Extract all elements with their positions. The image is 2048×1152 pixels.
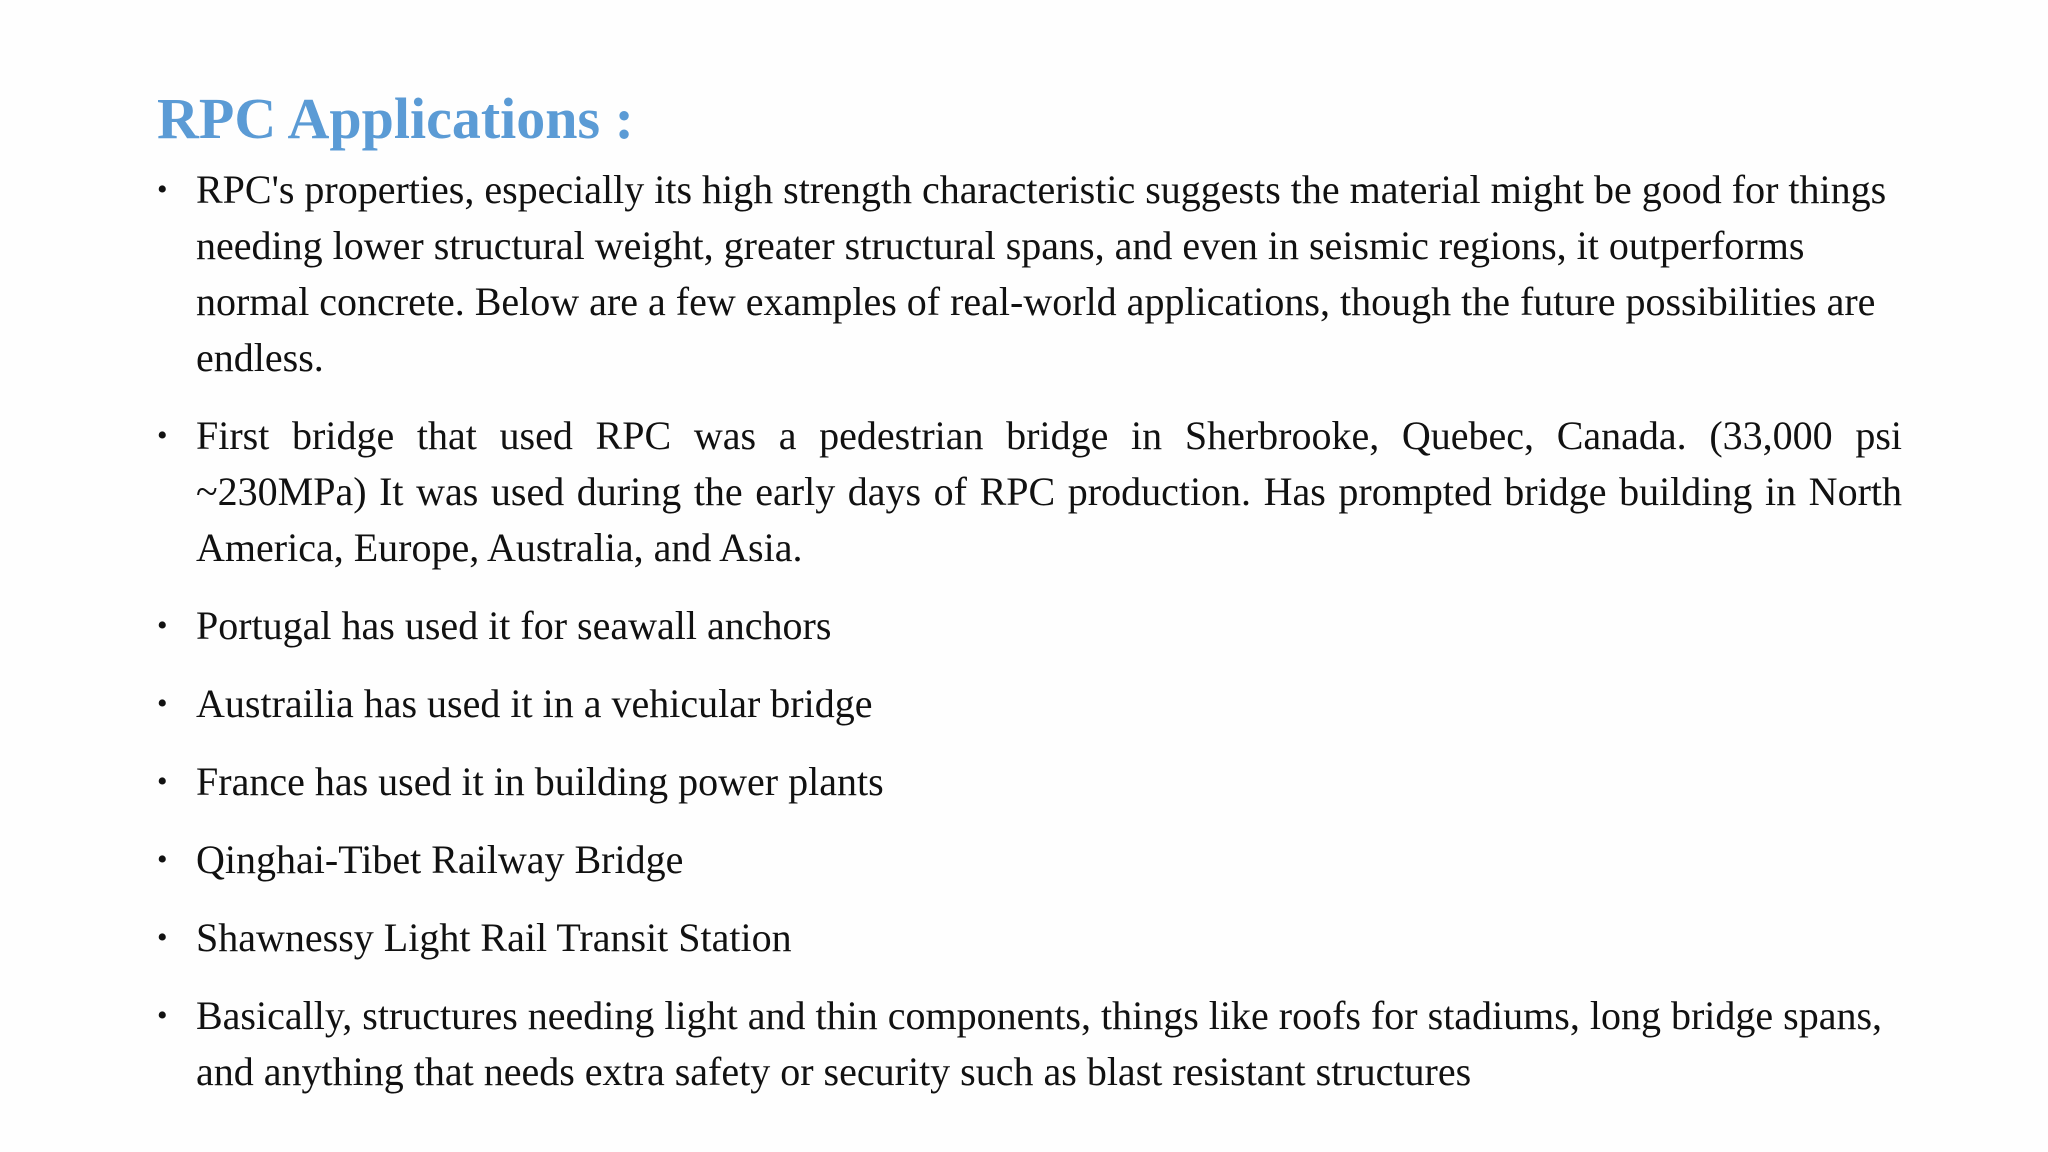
bullet-item-portugal xyxy=(157,598,1902,654)
bullet-text: France has used it in building power plants xyxy=(196,759,884,804)
bullet-icon: • xyxy=(157,173,168,206)
bullet-text: Basically, structures needing light and thin components, things like roofs for stadiums, long bridge spans, and anything that needs extra safety or security such as blast resistant structures xyxy=(196,993,1883,1094)
bullet-text: RPC's properties, especially its high strength characteristic suggests the material might be good for things needing lower structural weight, greater structural spans, and even in seismic regions, it outperforms normal concrete. Below are a few examples of real-world applications, though the future possibilities are endless. xyxy=(196,167,1887,380)
bullet-text: First bridge that used RPC was a pedestrian bridge in Sherbrooke, Quebec, Canada. (33,000 psi ~230MPa) It was used during the early days of RPC production. Has prompted bridge building in North America, Europe, Australia, and Asia. xyxy=(196,413,1902,570)
bullet-icon: • xyxy=(157,687,168,720)
bullet-icon: • xyxy=(157,921,168,954)
bullet-icon: • xyxy=(157,999,168,1032)
bullet-icon: • xyxy=(157,609,168,642)
slide-title: RPC Applications : xyxy=(157,86,634,151)
bullet-item-first-bridge xyxy=(157,408,1902,576)
bullet-text: Austrailia has used it in a vehicular bridge xyxy=(196,681,873,726)
bullet-text: Shawnessy Light Rail Transit Station xyxy=(196,915,792,960)
bullet-list xyxy=(157,162,1902,1122)
bullet-icon: • xyxy=(157,765,168,798)
bullet-item-rpc-properties xyxy=(157,162,1902,386)
bullet-item-australia xyxy=(157,676,1902,732)
bullet-text: Qinghai-Tibet Railway Bridge xyxy=(196,837,684,882)
bullet-item-qinghai-tibet xyxy=(157,832,1902,888)
bullet-text: Portugal has used it for seawall anchors xyxy=(196,603,832,648)
bullet-item-basically xyxy=(157,988,1902,1100)
bullet-item-shawnessy xyxy=(157,910,1902,966)
bullet-icon: • xyxy=(157,419,168,452)
bullet-icon: • xyxy=(157,843,168,876)
bullet-item-france xyxy=(157,754,1902,810)
